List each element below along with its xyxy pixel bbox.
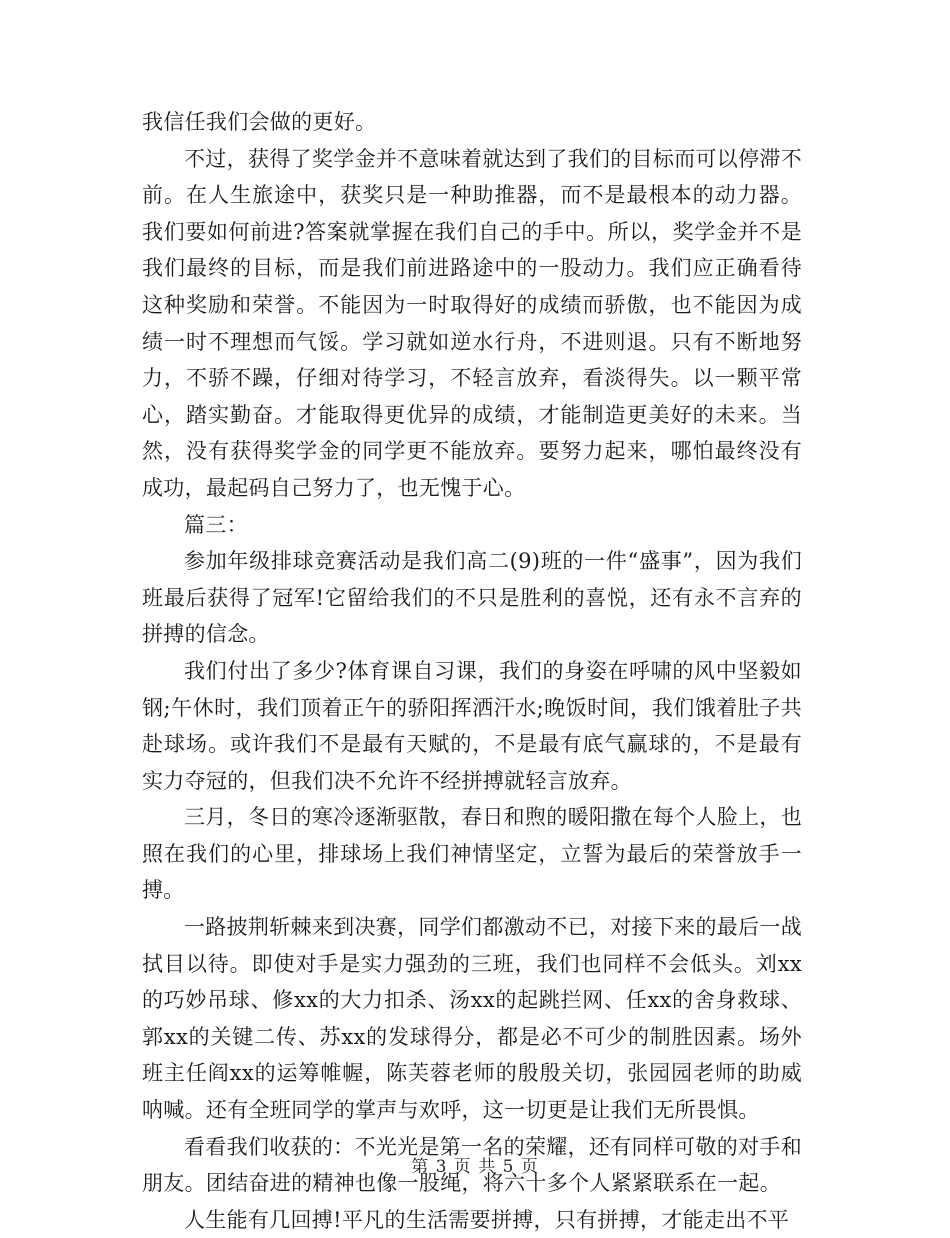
paragraph-march: 三月，冬日的寒冷逐渐驱散，春日和煦的暖阳撒在每个人脸上，也照在我们的心里，排球场上我们神情坚定，立誓为最后的荣誉放手一搏。 xyxy=(142,805,802,903)
paragraph-effort: 我们付出了多少?体育课自习课，我们的身姿在呼啸的风中坚毅如钢;午休时，我们顶着正午的骄阳挥洒汗水;晚饭时间，我们饿着肚子共赴球场。或许我们不是最有天赋的，不是最有底气赢球的，不是最有实力夺冠的，但我们决不允许不经拼搏就轻言放弃。 xyxy=(142,658,802,793)
paragraph-harvest: 看看我们收获的：不光光是第一名的荣耀，还有同样可敬的对手和朋友。团结奋进的精神也像一股绳，将六十多个人紧紧联系在一起。 xyxy=(142,1134,802,1196)
paragraph-closing: 人生能有几回搏!平凡的生活需要拼搏，只有拼搏，才能走出不平 xyxy=(184,1207,790,1232)
document-body xyxy=(142,104,802,1238)
paragraph-continuation: 我信任我们会做的更好。 xyxy=(142,110,377,134)
paragraph-volleyball-intro: 参加年级排球竞赛活动是我们高二(9)班的一件“盛事”，因为我们班最后获得了冠军!它留给我们的不只是胜利的喜悦，还有永不言弃的拼搏的信念。 xyxy=(142,549,802,647)
page-number-footer: 第 3 页 共 5 页 xyxy=(411,1157,539,1177)
paragraph-final: 一路披荆斩棘来到决赛，同学们都激动不已，对接下来的最后一战拭目以待。即使对手是实力强劲的三班，我们也同样不会低头。刘xx的巧妙吊球、修xx的大力扣杀、汤xx的起跳拦网、任xx的舍身救球、郭xx的关键二传、苏xx的发球得分，都是必不可少的制胜因素。场外班主任阎xx的运筹帷幄，陈芙蓉老师的殷殷关切，张园园老师的助威呐喊。还有全班同学的掌声与欢呼，这一切更是让我们无所畏惧。 xyxy=(142,915,802,1123)
section-heading: 篇三： xyxy=(184,512,248,537)
paragraph-scholarship: 不过，获得了奖学金并不意味着就达到了我们的目标而可以停滞不前。在人生旅途中，获奖只是一种助推器，而不是最根本的动力器。我们要如何前进?答案就掌握在我们自己的手中。所以，奖学金并不是我们最终的目标，而是我们前进路途中的一股动力。我们应正确看待这种奖励和荣誉。不能因为一时取得好的成绩而骄傲，也不能因为成绩一时不理想而气馁。学习就如逆水行舟，不进则退。只有不断地努力，不骄不躁，仔细对待学习，不轻言放弃，看淡得失。以一颗平常心，踏实勤奋。才能取得更优异的成绩，才能制造更美好的未来。当然，没有获得奖学金的同学更不能放弃。要努力起来，哪怕最终没有成功，最起码自己努力了，也无愧于心。 xyxy=(142,146,802,500)
